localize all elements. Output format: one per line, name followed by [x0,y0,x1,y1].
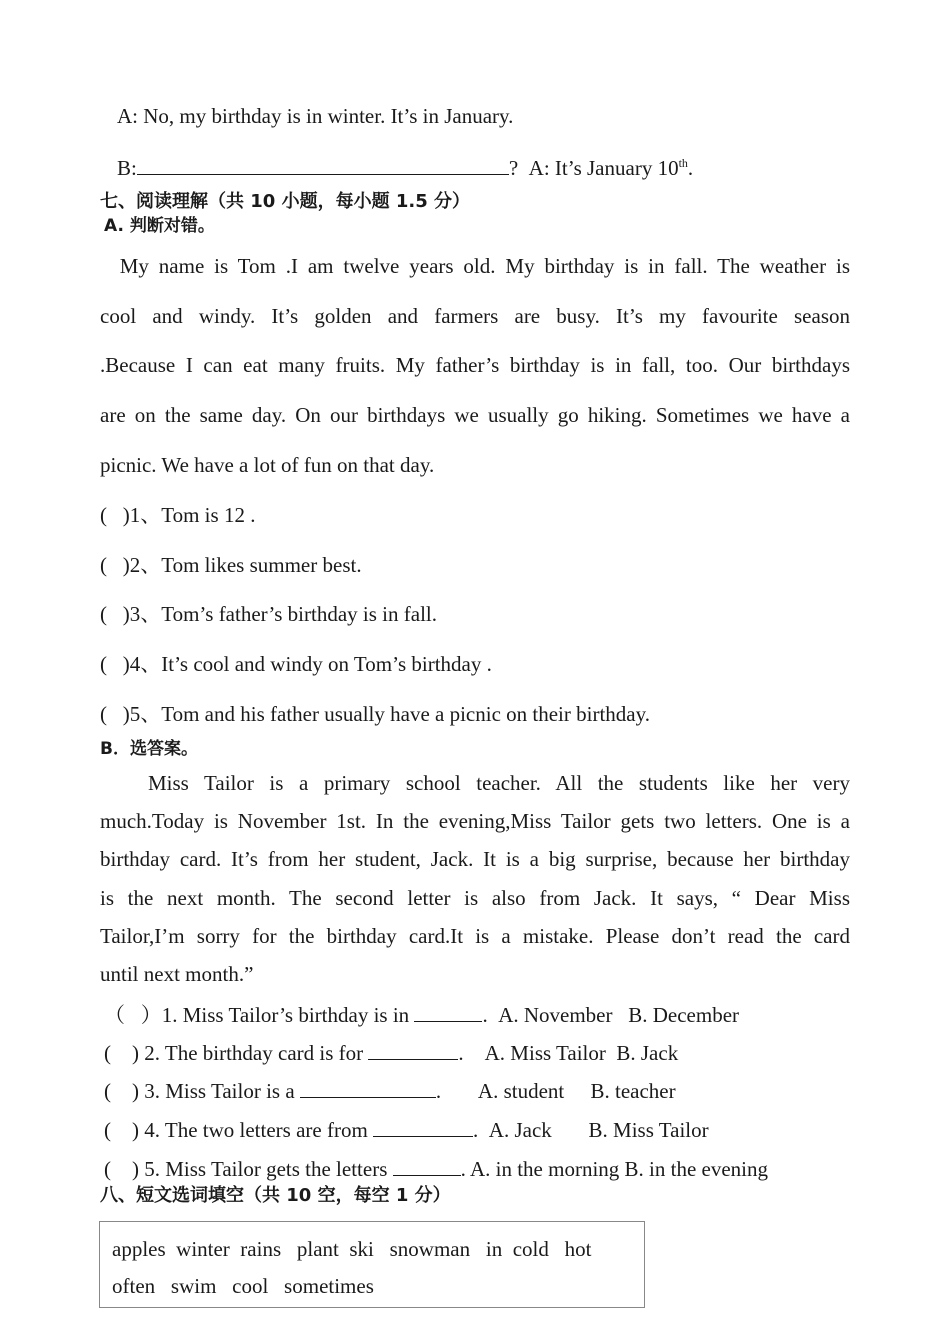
question-end: . [458,1041,464,1065]
answer-paren[interactable]: ( ) [104,1041,139,1065]
question-a-1[interactable]: ( )1、Tom is 12 . [100,503,256,527]
question-a-3[interactable]: ( )3、Tom’s father’s birthday is in fall. [100,602,437,626]
passage-a-line: My name is Tom .I am twelve years old. My birthday is in fall. The weather is [100,254,850,278]
answer-paren[interactable]: ( ) [104,1079,139,1103]
question-end: . [482,1003,488,1027]
question-b-5 [104,1157,768,1180]
question-b-2 [104,1041,678,1064]
passage-a-line: .Because I can eat many fruits. My father’s birthday is in fall, too. Our birthdays [100,353,850,377]
question-options: A. Jack B. Miss Tailor [488,1118,709,1142]
question-a-5[interactable]: ( )5、Tom and his father usually have a picnic on their birthday. [100,702,651,726]
question-b-1 [104,1003,739,1026]
answer-blank[interactable] [368,1041,458,1060]
answer-paren[interactable]: ( ) [104,1157,139,1181]
passage-b-line: Tailor,I’m sorry for the birthday card.It is a mistake. Please don’t read the card [100,924,850,948]
answer-blank[interactable] [393,1157,461,1176]
dialogue-a-answer-sup: th [678,156,688,170]
section8-title: 八、短文选词填空（共 10 空，每空 1 分） [100,1185,451,1206]
question-options: A. student B. teacher [477,1079,676,1103]
passage-a-line: picnic. We have a lot of fun on that day. [100,453,435,477]
question-a-4[interactable]: ( )4、It’s cool and windy on Tom’s birthday . [100,652,492,676]
answer-blank[interactable] [414,1003,482,1022]
answer-paren[interactable]: ( ) [104,1118,139,1142]
section7-title: 七、阅读理解（共 10 小题，每小题 1.5 分） [100,191,471,212]
passage-a-line: are on the same day. On our birthdays we usually go hiking. Sometimes we have a [100,403,850,427]
question-end: . [473,1118,479,1142]
question-options: A. November B. December [498,1003,740,1027]
dialogue-a-line: A: No, my birthday is in winter. It’s in January. [117,104,514,128]
part-a-title: A. 判断对错。 [104,216,215,236]
question-end: . [435,1079,442,1103]
passage-b-line: is the next month. The second letter is also from Jack. It says, “ Dear Miss [100,886,850,910]
answer-blank[interactable] [137,156,509,175]
question-text: 5. Miss Tailor gets the letters [144,1157,388,1181]
answer-blank[interactable] [373,1118,473,1137]
question-end: . [460,1157,466,1181]
passage-a-line: cool and windy. It’s golden and farmers are busy. It’s my favourite season [100,304,850,328]
passage-b-line: much.Today is November 1st. In the evening,Miss Tailor gets two letters. One is a [100,809,850,833]
passage-b-line: until next month.” [100,962,254,986]
question-options: A. in the morning B. in the evening [469,1157,769,1181]
word-bank-line: apples winter rains plant ski snowman in cold hot [112,1237,592,1261]
part-b-title: B．选答案。 [100,739,198,759]
question-text: 3. Miss Tailor is a [144,1079,295,1103]
question-b-3 [104,1079,676,1102]
passage-b-line: birthday card. It’s from her student, Jack. It is a big surprise, because her birthday [100,847,850,871]
question-text: 2. The birthday card is for [144,1041,364,1065]
question-options: A. Miss Tailor B. Jack [484,1041,679,1065]
dialogue-b-prefix: B: [117,156,137,180]
question-text: 4. The two letters are from [144,1118,368,1142]
question-text: 1. Miss Tailor’s birthday is in [161,1003,410,1027]
dialogue-b-line [117,156,693,179]
question-a-2[interactable]: ( )2、Tom likes summer best. [100,553,362,577]
passage-b-line: Miss Tailor is a primary school teacher. All the students like her very [148,771,850,795]
word-bank-line: often swim cool sometimes [112,1274,374,1298]
dialogue-a-answer: A: It’s January 10 [528,156,679,180]
dialogue-b-qmark: ? [508,156,519,180]
question-b-4 [104,1118,709,1141]
answer-blank[interactable] [300,1079,436,1098]
word-bank-box [99,1221,645,1308]
dialogue-a-answer-suffix: . [687,156,694,180]
answer-paren[interactable]: （ ） [104,1003,162,1027]
